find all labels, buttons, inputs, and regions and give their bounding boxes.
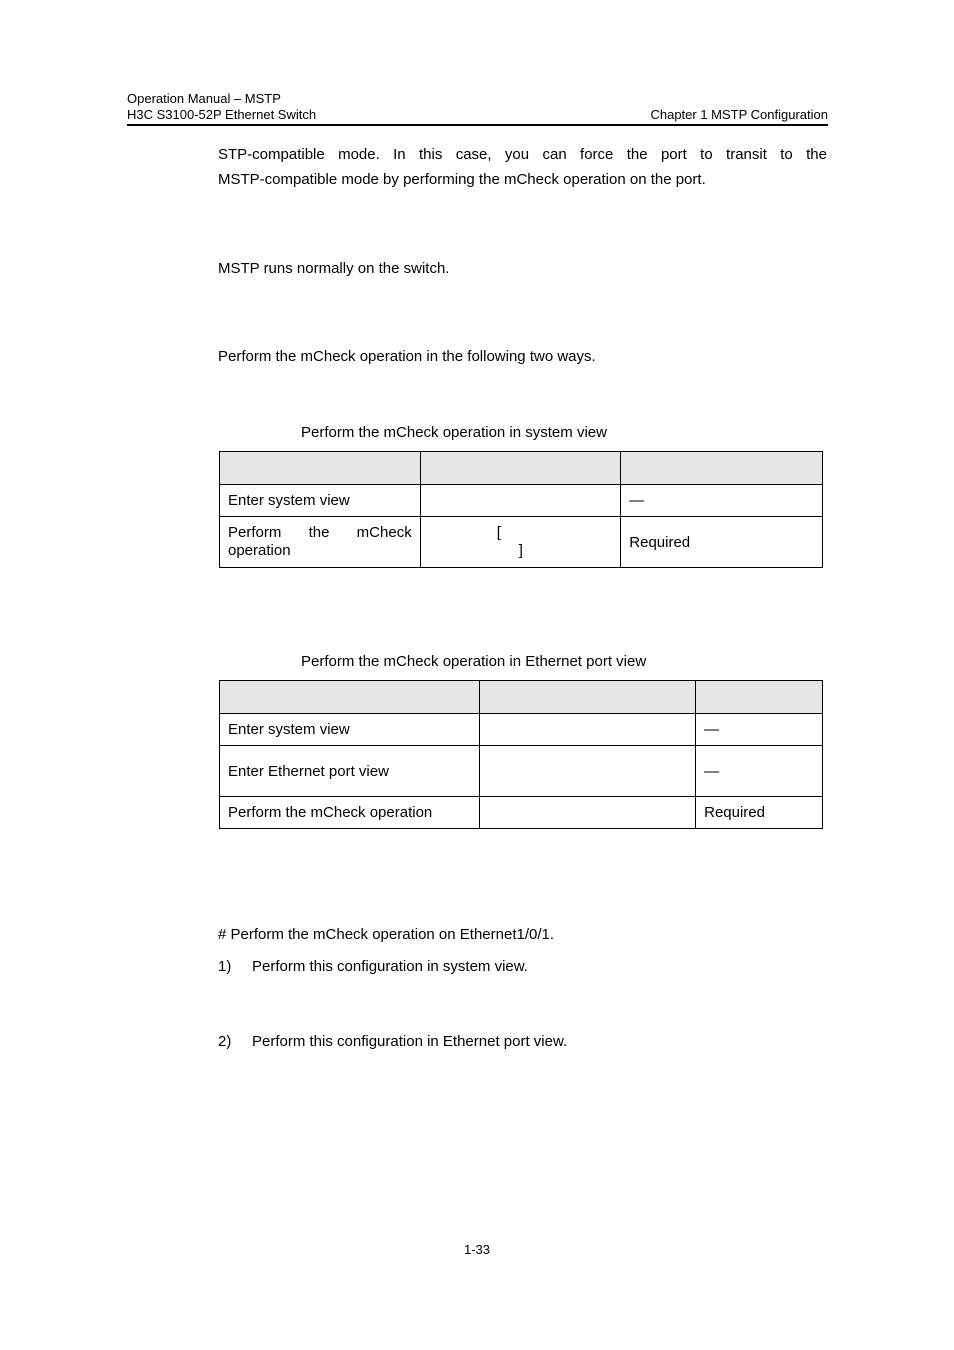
header-chapter-title: Chapter 1 MSTP Configuration <box>650 107 828 122</box>
table-cell-operation: Enter system view <box>220 485 421 517</box>
table-header-row <box>220 681 823 714</box>
table-cell-command <box>479 746 696 797</box>
table-cell-command <box>479 797 696 829</box>
table1-caption: Perform the mCheck operation in system view <box>301 424 607 441</box>
step-1-number: 1) <box>218 958 232 975</box>
table-cell-operation-line1: Perform the mCheck <box>228 524 412 541</box>
table-header-cell <box>479 681 696 714</box>
table-cell-remark: Required <box>621 517 823 568</box>
table-header-cell <box>220 681 480 714</box>
table-row <box>220 485 823 517</box>
paragraph-procedure: Perform the mCheck operation in the following two ways. <box>218 348 596 365</box>
table-cell-command <box>420 517 621 568</box>
page-number: 1-33 <box>463 1242 491 1257</box>
table-row <box>220 517 823 568</box>
paragraph-intro-line1: STP-compatible mode. In this case, you can force the port to transit to the <box>218 146 827 163</box>
command-open-bracket: [ <box>496 524 501 541</box>
paragraph-intro <box>218 142 827 192</box>
table-cell-operation: Perform the mCheck operation <box>220 797 480 829</box>
step-2-text: Perform this configuration in Ethernet port view. <box>252 1033 568 1050</box>
paragraph-intro-line2: MSTP-compatible mode by performing the mCheck operation on the port. <box>218 171 706 188</box>
table-cell-operation: Enter system view <box>220 714 480 746</box>
step-1-text: Perform this configuration in system view. <box>252 958 528 975</box>
table-cell-command <box>420 485 621 517</box>
paragraph-prerequisite: MSTP runs normally on the switch. <box>218 260 450 277</box>
table-ethernet-port-view <box>219 680 823 829</box>
table-header-cell <box>220 452 421 485</box>
table-row <box>220 714 823 746</box>
table-header-cell <box>420 452 621 485</box>
table-cell-remark: — <box>621 485 823 517</box>
header-manual-title: Operation Manual – MSTP <box>127 91 281 106</box>
command-close-bracket: ] <box>518 542 523 559</box>
table-cell-operation: Enter Ethernet port view <box>220 746 480 797</box>
table-system-view <box>219 451 823 568</box>
table2-caption: Perform the mCheck operation in Ethernet port view <box>301 653 647 670</box>
table-row <box>220 746 823 797</box>
table-cell-remark: — <box>696 746 823 797</box>
table-cell-operation <box>220 517 421 568</box>
table-cell-remark: Required <box>696 797 823 829</box>
table-cell-remark: — <box>696 714 823 746</box>
header-rule <box>127 124 828 126</box>
table-header-row <box>220 452 823 485</box>
table-cell-command <box>479 714 696 746</box>
table-cell-operation-line2: operation <box>228 542 291 559</box>
example-intro: # Perform the mCheck operation on Ethernet1/0/1. <box>218 926 555 943</box>
header-product-name: H3C S3100-52P Ethernet Switch <box>127 107 317 122</box>
table-header-cell <box>696 681 823 714</box>
table-row <box>220 797 823 829</box>
table-header-cell <box>621 452 823 485</box>
step-2-number: 2) <box>218 1033 232 1050</box>
